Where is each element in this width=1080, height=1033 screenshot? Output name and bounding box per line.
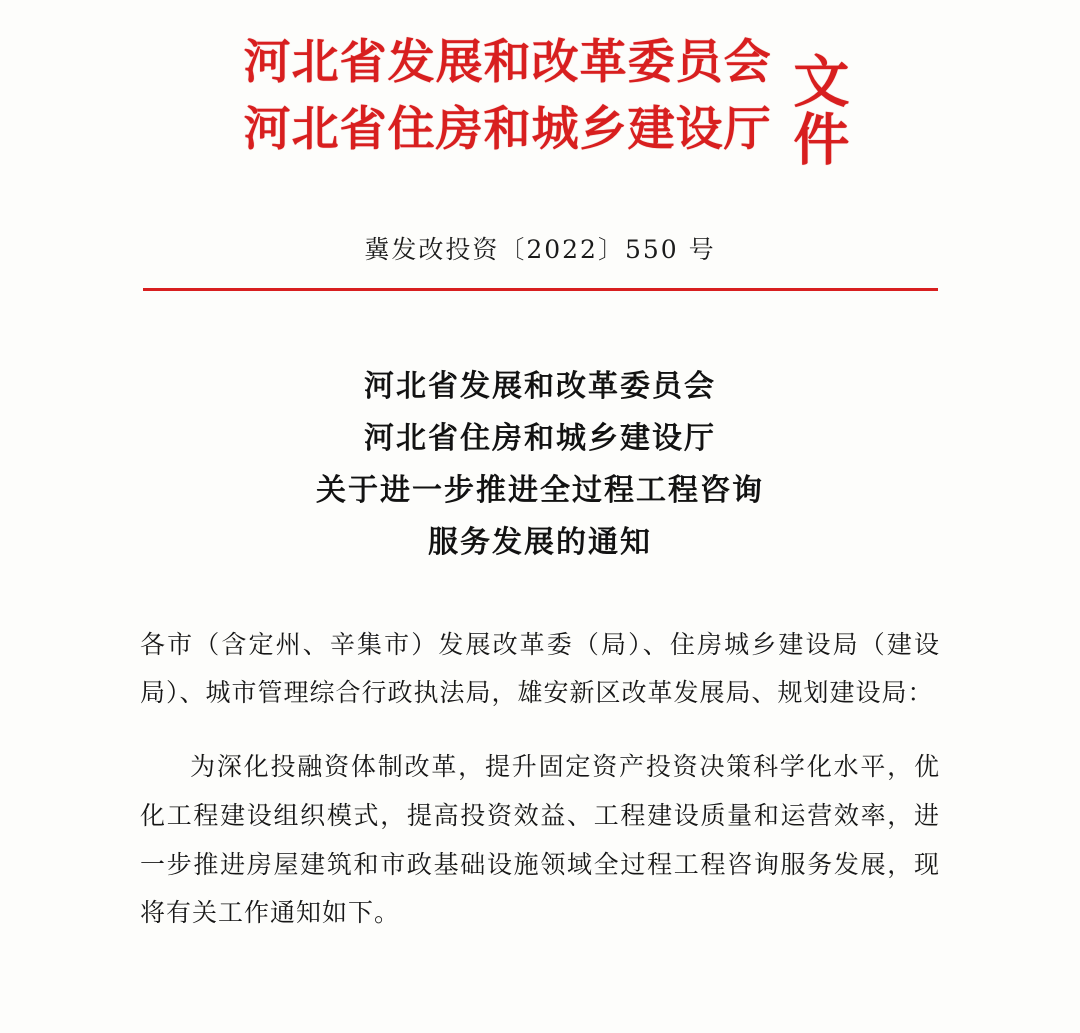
title-line-1: 河北省发展和改革委员会 <box>364 369 716 404</box>
document-body <box>140 621 940 939</box>
masthead <box>0 0 1080 168</box>
red-divider-rule <box>143 288 938 291</box>
document-number: 冀发改投资〔2022〕550 号 <box>364 235 716 264</box>
document-number-section <box>0 230 1080 291</box>
masthead-org-line-1: 河北省发展和改革委员会 <box>243 35 772 90</box>
document-title <box>0 361 1080 569</box>
title-line-3: 关于进一步推进全过程工程咨询 <box>316 472 764 508</box>
title-line-2: 河北省住房和城乡建设厅 <box>364 420 716 456</box>
masthead-org-line-2: 河北省住房和城乡建设厅 <box>243 101 772 157</box>
masthead-org-names <box>244 30 772 163</box>
masthead-document-mark: 文件 <box>784 52 851 168</box>
title-line-4: 服务发展的通知 <box>428 524 652 560</box>
addressee-paragraph: 各市（含定州、辛集市）发展改革委（局）、住房城乡建设局（建设局）、城市管理综合行政执法局，雄安新区改革发展局、规划建设局： <box>140 629 940 708</box>
body-paragraph-1: 为深化投融资体制改革，提升固定资产投资决策科学化水平，优化工程建设组织模式，提高投资效益、工程建设质量和运营效率，进一步推进房屋建筑和市政基础设施领域全过程工程咨询服务发展，现将有关工作通知如下。 <box>140 752 940 928</box>
